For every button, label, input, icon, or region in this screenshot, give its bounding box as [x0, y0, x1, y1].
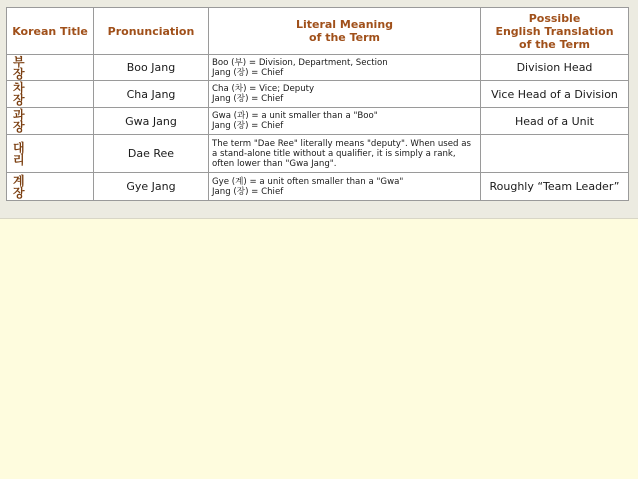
english-translation-cell — [481, 135, 629, 173]
pronunciation-cell: Gwa Jang — [94, 108, 209, 135]
english-translation-cell: Head of a Unit — [481, 108, 629, 135]
header-pronunciation: Pronunciation — [94, 8, 209, 55]
header-english-translation: Possible English Translation of the Term — [481, 8, 629, 55]
table-panel — [0, 0, 638, 219]
korean-title-text: 부장 — [13, 54, 25, 81]
korean-title-cell — [7, 135, 94, 173]
header-korean-title: Korean Title — [7, 8, 94, 55]
korean-title-text: 차장 — [13, 81, 25, 107]
header-row — [7, 8, 629, 55]
literal-meaning-cell: Cha (차) = Vice; Deputy Jang (장) = Chief — [209, 81, 481, 108]
literal-meaning-cell: Gwa (과) = a unit smaller than a "Boo" Jang (장) = Chief — [209, 108, 481, 135]
header-literal-meaning: Literal Meaning of the Term — [209, 8, 481, 55]
pronunciation-cell: Gye Jang — [94, 173, 209, 201]
korean-title-cell — [7, 81, 94, 108]
korean-title-cell — [7, 108, 94, 135]
table-row — [7, 108, 629, 135]
table-row — [7, 173, 629, 201]
literal-meaning-cell: The term "Dae Ree" literally means "deputy". When used as a stand-alone title without a qualifier, it is simply a rank, often lower than "Gwa Jang". — [209, 135, 481, 173]
table-row — [7, 135, 629, 173]
korean-title-cell — [7, 55, 94, 81]
literal-meaning-cell: Gye (계) = a unit often smaller than a "Gwa" Jang (장) = Chief — [209, 173, 481, 201]
korean-title-text: 과장 — [13, 108, 25, 134]
korean-titles-table — [6, 7, 629, 201]
table-row — [7, 81, 629, 108]
pronunciation-cell: Boo Jang — [94, 55, 209, 81]
korean-title-text: 대리 — [13, 140, 25, 167]
korean-title-cell — [7, 173, 94, 201]
english-translation-cell: Vice Head of a Division — [481, 81, 629, 108]
pronunciation-cell: Dae Ree — [94, 135, 209, 173]
pronunciation-cell: Cha Jang — [94, 81, 209, 108]
english-translation-cell: Roughly “Team Leader” — [481, 173, 629, 201]
literal-meaning-cell: Boo (부) = Division, Department, Section Jang (장) = Chief — [209, 55, 481, 81]
table-row — [7, 55, 629, 81]
korean-title-text: 계장 — [13, 173, 25, 200]
english-translation-cell: Division Head — [481, 55, 629, 81]
